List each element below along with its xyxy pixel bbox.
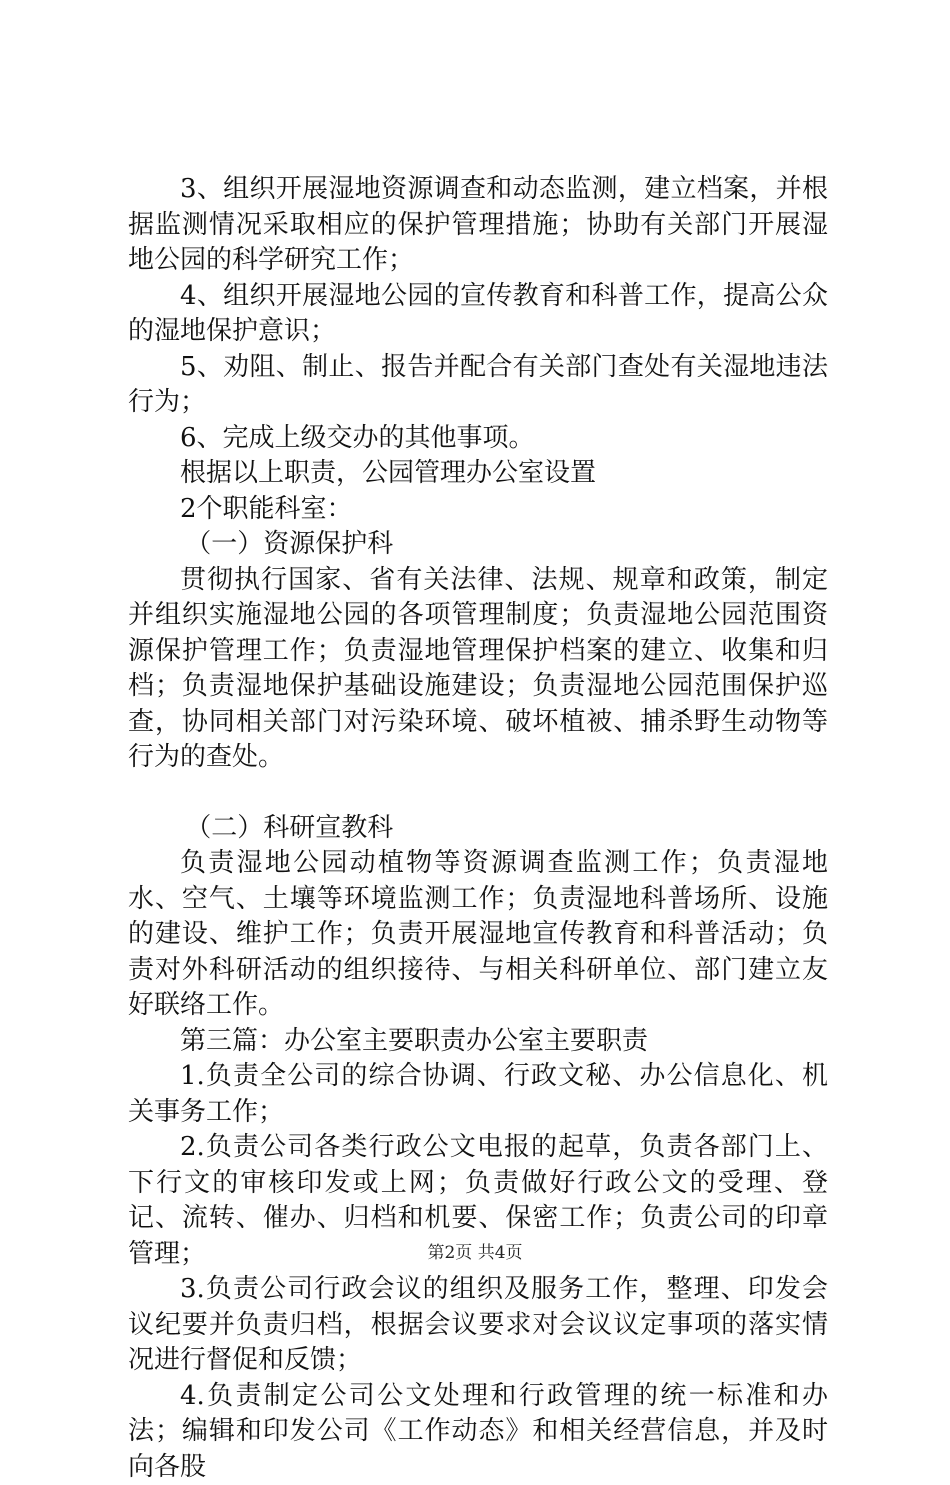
paragraph-duty-3: 3.负责公司行政会议的组织及服务工作，整理、印发会议纪要并负责归档，根据会议要求对会议议定事项的落实情况进行督促和反馈；	[128, 1272, 828, 1379]
section-heading-resource-protection: （一）资源保护科	[128, 527, 828, 563]
paragraph-resource-protection: 贯彻执行国家、省有关法律、法规、规章和政策，制定并组织实施湿地公园的各项管理制度；负责湿地公园范围资源保护管理工作；负责湿地管理保护档案的建立、收集和归档；负责湿地保护基础设施建设；负责湿地公园范围保护巡查，协同相关部门对污染环境、破坏植被、捕杀野生动物等行为的查处。	[128, 563, 828, 776]
paragraph-item-5: 5、劝阻、制止、报告并配合有关部门查处有关湿地违法行为；	[128, 350, 828, 421]
page-footer: 第2页 共4页	[0, 1238, 950, 1263]
section-heading-research-education: （二）科研宣教科	[128, 811, 828, 847]
paragraph-item-4: 4、组织开展湿地公园的宣传教育和科普工作，提高公众的湿地保护意识；	[128, 279, 828, 350]
document-body	[128, 172, 828, 1485]
paragraph-duty-2: 2.负责公司各类行政公文电报的起草，负责各部门上、下行文的审核印发或上网；负责做好行政公文的受理、登记、流转、催办、归档和机要、保密工作；负责公司的印章管理；	[128, 1130, 828, 1272]
paragraph-research-education: 负责湿地公园动植物等资源调查监测工作；负责湿地水、空气、土壤等环境监测工作；负责湿地科普场所、设施的建设、维护工作；负责开展湿地宣传教育和科普活动；负责对外科研活动的组织接待、与相关科研单位、部门建立友好联络工作。	[128, 846, 828, 1024]
chapter-heading-office-duties: 第三篇：办公室主要职责办公室主要职责	[128, 1024, 828, 1060]
paragraph-duty-4: 4.负责制定公司公文处理和行政管理的统一标准和办法；编辑和印发公司《工作动态》和相关经营信息，并及时向各股	[128, 1379, 828, 1485]
paragraph-setup-intro: 根据以上职责，公园管理办公室设置	[128, 456, 828, 492]
paragraph-duty-1: 1.负责全公司的综合协调、行政文秘、办公信息化、机关事务工作；	[128, 1059, 828, 1130]
paragraph-item-6: 6、完成上级交办的其他事项。	[128, 421, 828, 457]
blank-line	[128, 776, 828, 811]
paragraph-office-count: 2个职能科室：	[128, 492, 828, 528]
paragraph-item-3: 3、组织开展湿地资源调查和动态监测，建立档案，并根据监测情况采取相应的保护管理措施；协助有关部门开展湿地公园的科学研究工作；	[128, 172, 828, 279]
